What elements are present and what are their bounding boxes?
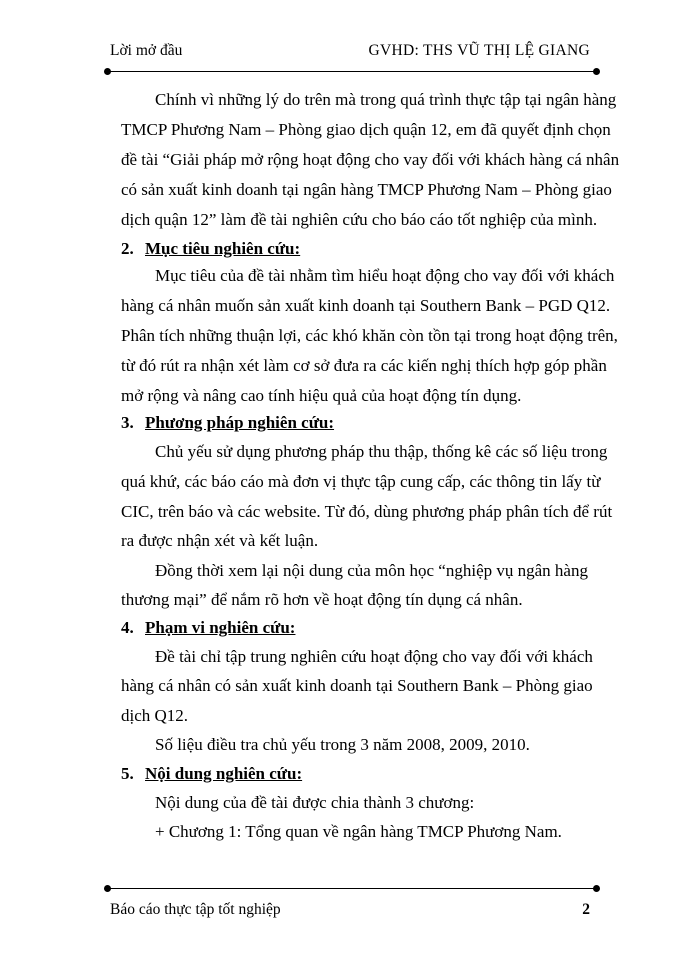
paragraph-line: Nội dung của đề tài được chia thành 3 chương: xyxy=(155,793,475,812)
page-number: 2 xyxy=(582,901,590,918)
section-heading-2: 2. Mục tiêu nghiên cứu: xyxy=(121,239,301,258)
footer-rule xyxy=(107,888,597,889)
section-heading-4: 4. Phạm vi nghiên cứu: xyxy=(121,618,296,637)
paragraph-line: Phân tích những thuận lợi, các khó khăn còn tồn tại trong hoạt động trên, xyxy=(121,326,618,345)
footer-title: Báo cáo thực tập tốt nghiệp xyxy=(110,901,281,918)
paragraph-line: từ đó rút ra nhận xét làm cơ sở đưa ra các kiến nghị thích hợp góp phần xyxy=(121,356,607,375)
header-right: GVHD: THS VŨ THỊ LỆ GIANG xyxy=(368,42,590,59)
paragraph-line: hàng cá nhân có sản xuất kinh doanh tại Southern Bank – Phòng giao xyxy=(121,676,593,695)
paragraph-line: dịch Q12. xyxy=(121,706,189,725)
paragraph-line: Chủ yếu sử dụng phương pháp thu thập, thống kê các số liệu trong xyxy=(155,442,608,461)
paragraph-line: mở rộng và nâng cao tính hiệu quả của hoạt động tín dụng. xyxy=(121,386,522,405)
paragraph-line: ra được nhận xét và kết luận. xyxy=(121,531,319,550)
section-heading-5: 5. Nội dung nghiên cứu: xyxy=(121,764,303,783)
paragraph-line: thương mại” để nắm rõ hơn về hoạt động tín dụng cá nhân. xyxy=(121,590,523,609)
paragraph-line: Số liệu điều tra chủ yếu trong 3 năm 2008, 2009, 2010. xyxy=(155,735,530,754)
paragraph-line: dịch quận 12” làm đề tài nghiên cứu cho báo cáo tốt nghiệp của mình. xyxy=(121,210,598,229)
paragraph-line: quá khứ, các báo cáo mà đơn vị thực tập cung cấp, các thông tin lấy từ xyxy=(121,472,601,491)
paragraph-line: Chính vì những lý do trên mà trong quá trình thực tập tại ngân hàng xyxy=(155,90,617,109)
header-left: Lời mở đầu xyxy=(110,42,183,59)
section-heading-3: 3. Phương pháp nghiên cứu: xyxy=(121,413,335,432)
paragraph-line: hàng cá nhân muốn sản xuất kinh doanh tại Southern Bank – PGD Q12. xyxy=(121,296,611,315)
paragraph-line: TMCP Phương Nam – Phòng giao dịch quận 12, em đã quyết định chọn xyxy=(121,120,611,139)
paragraph-line: có sản xuất kinh doanh tại ngân hàng TMCP Phương Nam – Phòng giao xyxy=(121,180,612,199)
paragraph-line: Đồng thời xem lại nội dung của môn học “nghiệp vụ ngân hàng xyxy=(155,561,588,580)
header-rule xyxy=(107,71,597,72)
paragraph-line: + Chương 1: Tổng quan về ngân hàng TMCP Phương Nam. xyxy=(155,822,562,841)
paragraph-line: đề tài “Giải pháp mở rộng hoạt động cho vay đối với khách hàng cá nhân xyxy=(121,150,620,169)
paragraph-line: Đề tài chỉ tập trung nghiên cứu hoạt động cho vay đối với khách xyxy=(155,647,593,666)
paragraph-line: CIC, trên báo và các website. Từ đó, dùng phương pháp phân tích để rút xyxy=(121,502,613,521)
paragraph-line: Mục tiêu của đề tài nhằm tìm hiểu hoạt động cho vay đối với khách xyxy=(155,266,615,285)
